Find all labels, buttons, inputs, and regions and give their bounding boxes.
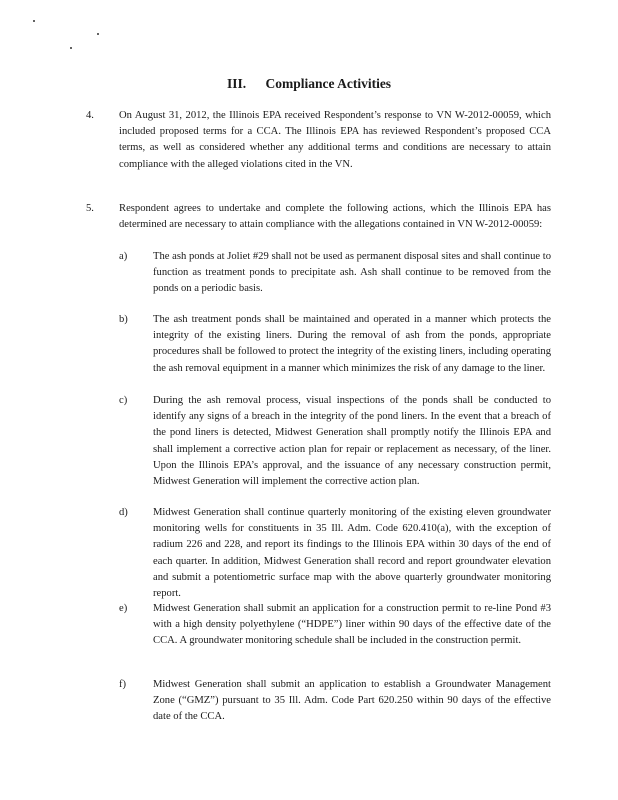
scan-speck — [70, 47, 72, 49]
scan-speck — [97, 33, 99, 35]
item-text: The ash treatment ponds shall be maintained and operated in a manner which protects the integrity of the existing liners. During the removal of ash from the ponds, appropriate procedures shall be followed to protect the integrity of the existing liners, including operating the ash removal equipment in a manner which minimizes the risk of any damage to the liner. — [153, 314, 551, 374]
item-letter: f) — [119, 679, 127, 690]
item-letter: a) — [119, 251, 128, 262]
paragraph-text: On August 31, 2012, the Illinois EPA received Respondent’s response to VN W-2012-00059, which included proposed terms for a CCA. The Illinois EPA has reviewed Respondent’s proposed CCA terms, as well as considered whether any additional terms and conditions are necessary to attain compliance with the alleged violations cited in the VN. — [119, 110, 551, 170]
item-letter: e) — [119, 603, 128, 614]
item-letter: b) — [119, 314, 128, 325]
paragraph-number: 4. — [86, 110, 94, 121]
item-text: Midwest Generation shall submit an application for a construction permit to re-line Pond #3 with a high density polyethylene (“HDPE”) liner within 90 days of the effective date of the CCA. A groundwater monitoring schedule shall be included in the construction permit. — [153, 603, 551, 647]
paragraph-text: Respondent agrees to undertake and complete the following actions, which the Illinois EPA has determined are necessary to attain compliance with the allegations contained in VN W-2012-00059: — [119, 203, 551, 231]
paragraph-number: 5. — [86, 203, 94, 214]
scan-speck — [33, 20, 35, 22]
item-letter: d) — [119, 507, 128, 518]
item-text: Midwest Generation shall continue quarterly monitoring of the existing eleven groundwater monitoring wells for constituents in 35 Ill. Adm. Code 620.410(a), with the exception of radium 226 and 228, and report its findings to the Illinois EPA within 30 days of the end of each quarter. In addition, Midwest Generation shall record and report groundwater elevation and submit a potentiometric surface map with the above quarterly groundwater monitoring report. — [153, 507, 551, 600]
section-title: Compliance Activities — [265, 76, 392, 91]
item-text: During the ash removal process, visual inspections of the ponds shall be conducted to identify any signs of a breach in the integrity of the pond liners. In the event that a breach of the pond liners is detected, Midwest Generation shall promptly notify the Illinois EPA and shall implement a corrective action plan for repair or replacement as necessary, of the liner. Upon the Illinois EPA’s approval, and the issuance of any necessary construction permit, Midwest Generation will implement the corrective action plan. — [153, 395, 551, 488]
item-text: The ash ponds at Joliet #29 shall not be used as permanent disposal sites and shall continue to function as treatment ponds to precipitate ash. Ash shall continue to be removed from the ponds on a periodic basis. — [153, 251, 551, 295]
item-text: Midwest Generation shall submit an application to establish a Groundwater Management Zone (“GMZ”) pursuant to 35 Ill. Adm. Code Part 620.250 within 90 days of the effective date of the CCA. — [153, 679, 551, 723]
section-number: III. — [226, 76, 247, 91]
item-letter: c) — [119, 395, 128, 406]
section-heading — [0, 76, 618, 92]
